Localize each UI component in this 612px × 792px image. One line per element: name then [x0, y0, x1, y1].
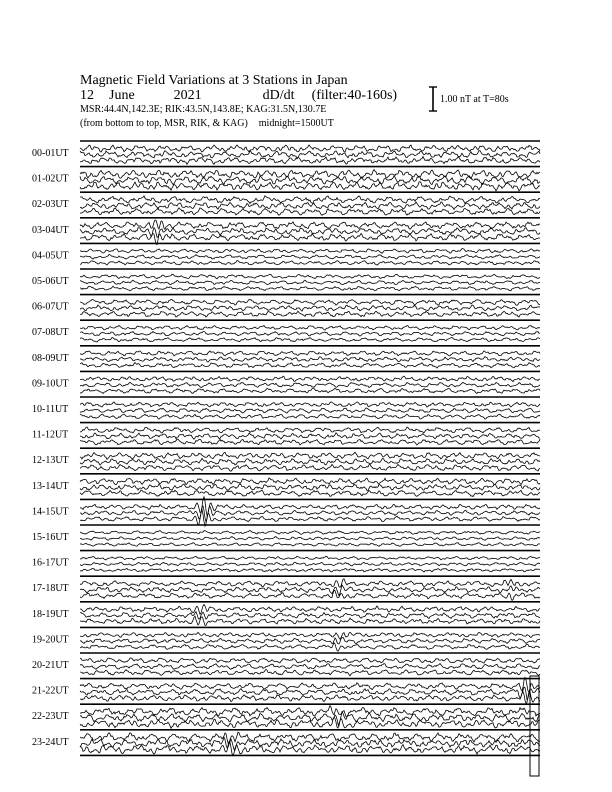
filter-label: (filter:40-160s)	[311, 88, 398, 103]
trace-KAG	[80, 531, 540, 535]
station-coordinates: MSR:44.4N,142.3E; RIK:43.5N,143.8E; KAG:31.5N,130.7E	[80, 104, 327, 115]
trace-MSR	[80, 643, 540, 652]
row-label: 02-03UT	[32, 199, 69, 211]
trace-KAG	[80, 427, 540, 433]
row-label: 21-22UT	[32, 685, 69, 697]
row-label: 13-14UT	[32, 480, 69, 492]
trace-MSR	[80, 490, 540, 497]
trace-KAG	[80, 170, 540, 179]
hour-row-10-11UT	[32, 397, 540, 419]
hour-row-06-07UT	[32, 295, 540, 318]
row-label: 12-13UT	[32, 455, 69, 467]
trace-RIK	[80, 537, 540, 541]
row-label: 11-12UT	[32, 429, 69, 441]
overflow-box	[530, 676, 539, 776]
trace-KAG	[80, 274, 540, 279]
trace-RIK	[80, 612, 540, 620]
trace-RIK	[80, 562, 540, 566]
row-label: 17-18UT	[32, 583, 69, 595]
trace-MSR	[80, 464, 540, 471]
hour-row-05-06UT	[32, 269, 540, 291]
trace-MSR	[80, 439, 540, 445]
trace-KAG	[80, 351, 540, 356]
trace-MSR	[80, 414, 540, 419]
trace-MSR	[80, 337, 540, 342]
date-day: 12	[80, 88, 94, 103]
hour-row-04-05UT	[32, 243, 540, 265]
hour-row-11-12UT	[32, 423, 540, 445]
hour-row-00-01UT	[32, 141, 540, 164]
hour-row-22-23UT	[32, 704, 540, 728]
trace-KAG	[80, 376, 540, 382]
trace-KAG	[80, 299, 540, 305]
hour-row-17-18UT	[32, 576, 540, 600]
hour-row-23-24UT	[32, 730, 540, 756]
row-label: 01-02UT	[32, 173, 69, 185]
trace-RIK	[80, 585, 540, 596]
trace-KAG	[80, 632, 540, 639]
trace-RIK	[80, 357, 540, 363]
hour-row-19-20UT	[32, 627, 540, 651]
trace-RIK	[80, 408, 540, 413]
trace-RIK	[80, 331, 540, 336]
trace-KAG	[80, 478, 540, 485]
scale-bar-label: 1.00 nT at T=80s	[440, 94, 509, 105]
hour-row-01-02UT	[32, 167, 540, 191]
row-label: 08-09UT	[32, 352, 69, 364]
hour-row-07-08UT	[32, 320, 540, 342]
quantity-label: dD/dt	[262, 88, 295, 103]
trace-RIK	[80, 305, 540, 311]
trace-MSR	[80, 590, 540, 600]
row-label: 09-10UT	[32, 378, 69, 390]
date-month: June	[109, 88, 135, 103]
row-label: 20-21UT	[32, 660, 69, 671]
hour-row-12-13UT	[32, 448, 540, 471]
trace-KAG	[80, 325, 540, 330]
trace-MSR	[80, 261, 540, 265]
hour-row-09-10UT	[32, 371, 540, 393]
trace-MSR	[80, 388, 540, 393]
trace-MSR	[80, 742, 540, 756]
trace-MSR	[80, 311, 540, 317]
trace-KAG	[80, 196, 540, 204]
row-label: 00-01UT	[32, 148, 69, 159]
trace-RIK	[80, 280, 540, 285]
trace-KAG	[80, 220, 540, 230]
row-label: 15-16UT	[32, 532, 69, 543]
hour-row-03-04UT	[32, 218, 540, 245]
trace-KAG	[80, 678, 540, 692]
trace-KAG	[80, 402, 540, 407]
hour-row-21-22UT	[32, 678, 540, 704]
hour-row-02-03UT	[32, 192, 540, 215]
trace-RIK	[80, 382, 540, 387]
row-label: 19-20UT	[32, 634, 69, 646]
trace-KAG	[80, 249, 540, 254]
hour-row-14-15UT	[32, 497, 540, 526]
trace-MSR	[80, 669, 540, 675]
row-label: 14-15UT	[32, 506, 69, 518]
trace-RIK	[80, 255, 540, 260]
order-note: (from bottom to top, MSR, RIK, & KAG)	[80, 118, 248, 129]
trace-KAG	[80, 658, 540, 663]
trace-KAG	[80, 452, 540, 459]
row-label: 06-07UT	[32, 301, 69, 313]
trace-MSR	[80, 286, 540, 291]
trace-KAG	[80, 556, 540, 560]
trace-RIK	[80, 433, 540, 439]
row-label: 10-11UT	[32, 404, 69, 415]
midnight-note: midnight=1500UT	[258, 118, 334, 129]
trace-RIK	[80, 664, 540, 670]
trace-MSR	[80, 543, 540, 547]
trace-RIK	[80, 484, 540, 491]
hour-row-18-19UT	[32, 602, 540, 626]
trace-RIK	[80, 712, 540, 726]
trace-RIK	[80, 151, 540, 159]
trace-RIK	[80, 458, 540, 465]
trace-MSR	[80, 157, 540, 165]
trace-MSR	[80, 692, 540, 704]
row-label: 16-17UT	[32, 557, 69, 569]
row-label: 04-05UT	[32, 250, 69, 262]
date-year: 2021	[173, 88, 202, 103]
trace-MSR	[80, 510, 540, 527]
trace-KAG	[80, 579, 540, 587]
trace-MSR	[80, 208, 540, 216]
trace-MSR	[80, 363, 540, 369]
hour-row-16-17UT	[32, 551, 540, 572]
trace-RIK	[80, 202, 540, 210]
row-label: 22-23UT	[32, 711, 69, 723]
chart-title: Magnetic Field Variations at 3 Stations in Japan	[80, 73, 348, 88]
row-label: 23-24UT	[32, 736, 69, 748]
row-label: 07-08UT	[32, 327, 69, 339]
row-label: 18-19UT	[32, 608, 69, 620]
hour-row-15-16UT	[32, 525, 540, 546]
hour-row-20-21UT	[32, 653, 540, 676]
trace-MSR	[80, 568, 540, 572]
hour-row-08-09UT	[32, 346, 540, 368]
trace-KAG	[80, 706, 540, 717]
row-label: 03-04UT	[32, 224, 69, 236]
row-label: 05-06UT	[32, 276, 69, 287]
trace-RIK	[80, 637, 540, 644]
hour-row-13-14UT	[32, 474, 540, 497]
